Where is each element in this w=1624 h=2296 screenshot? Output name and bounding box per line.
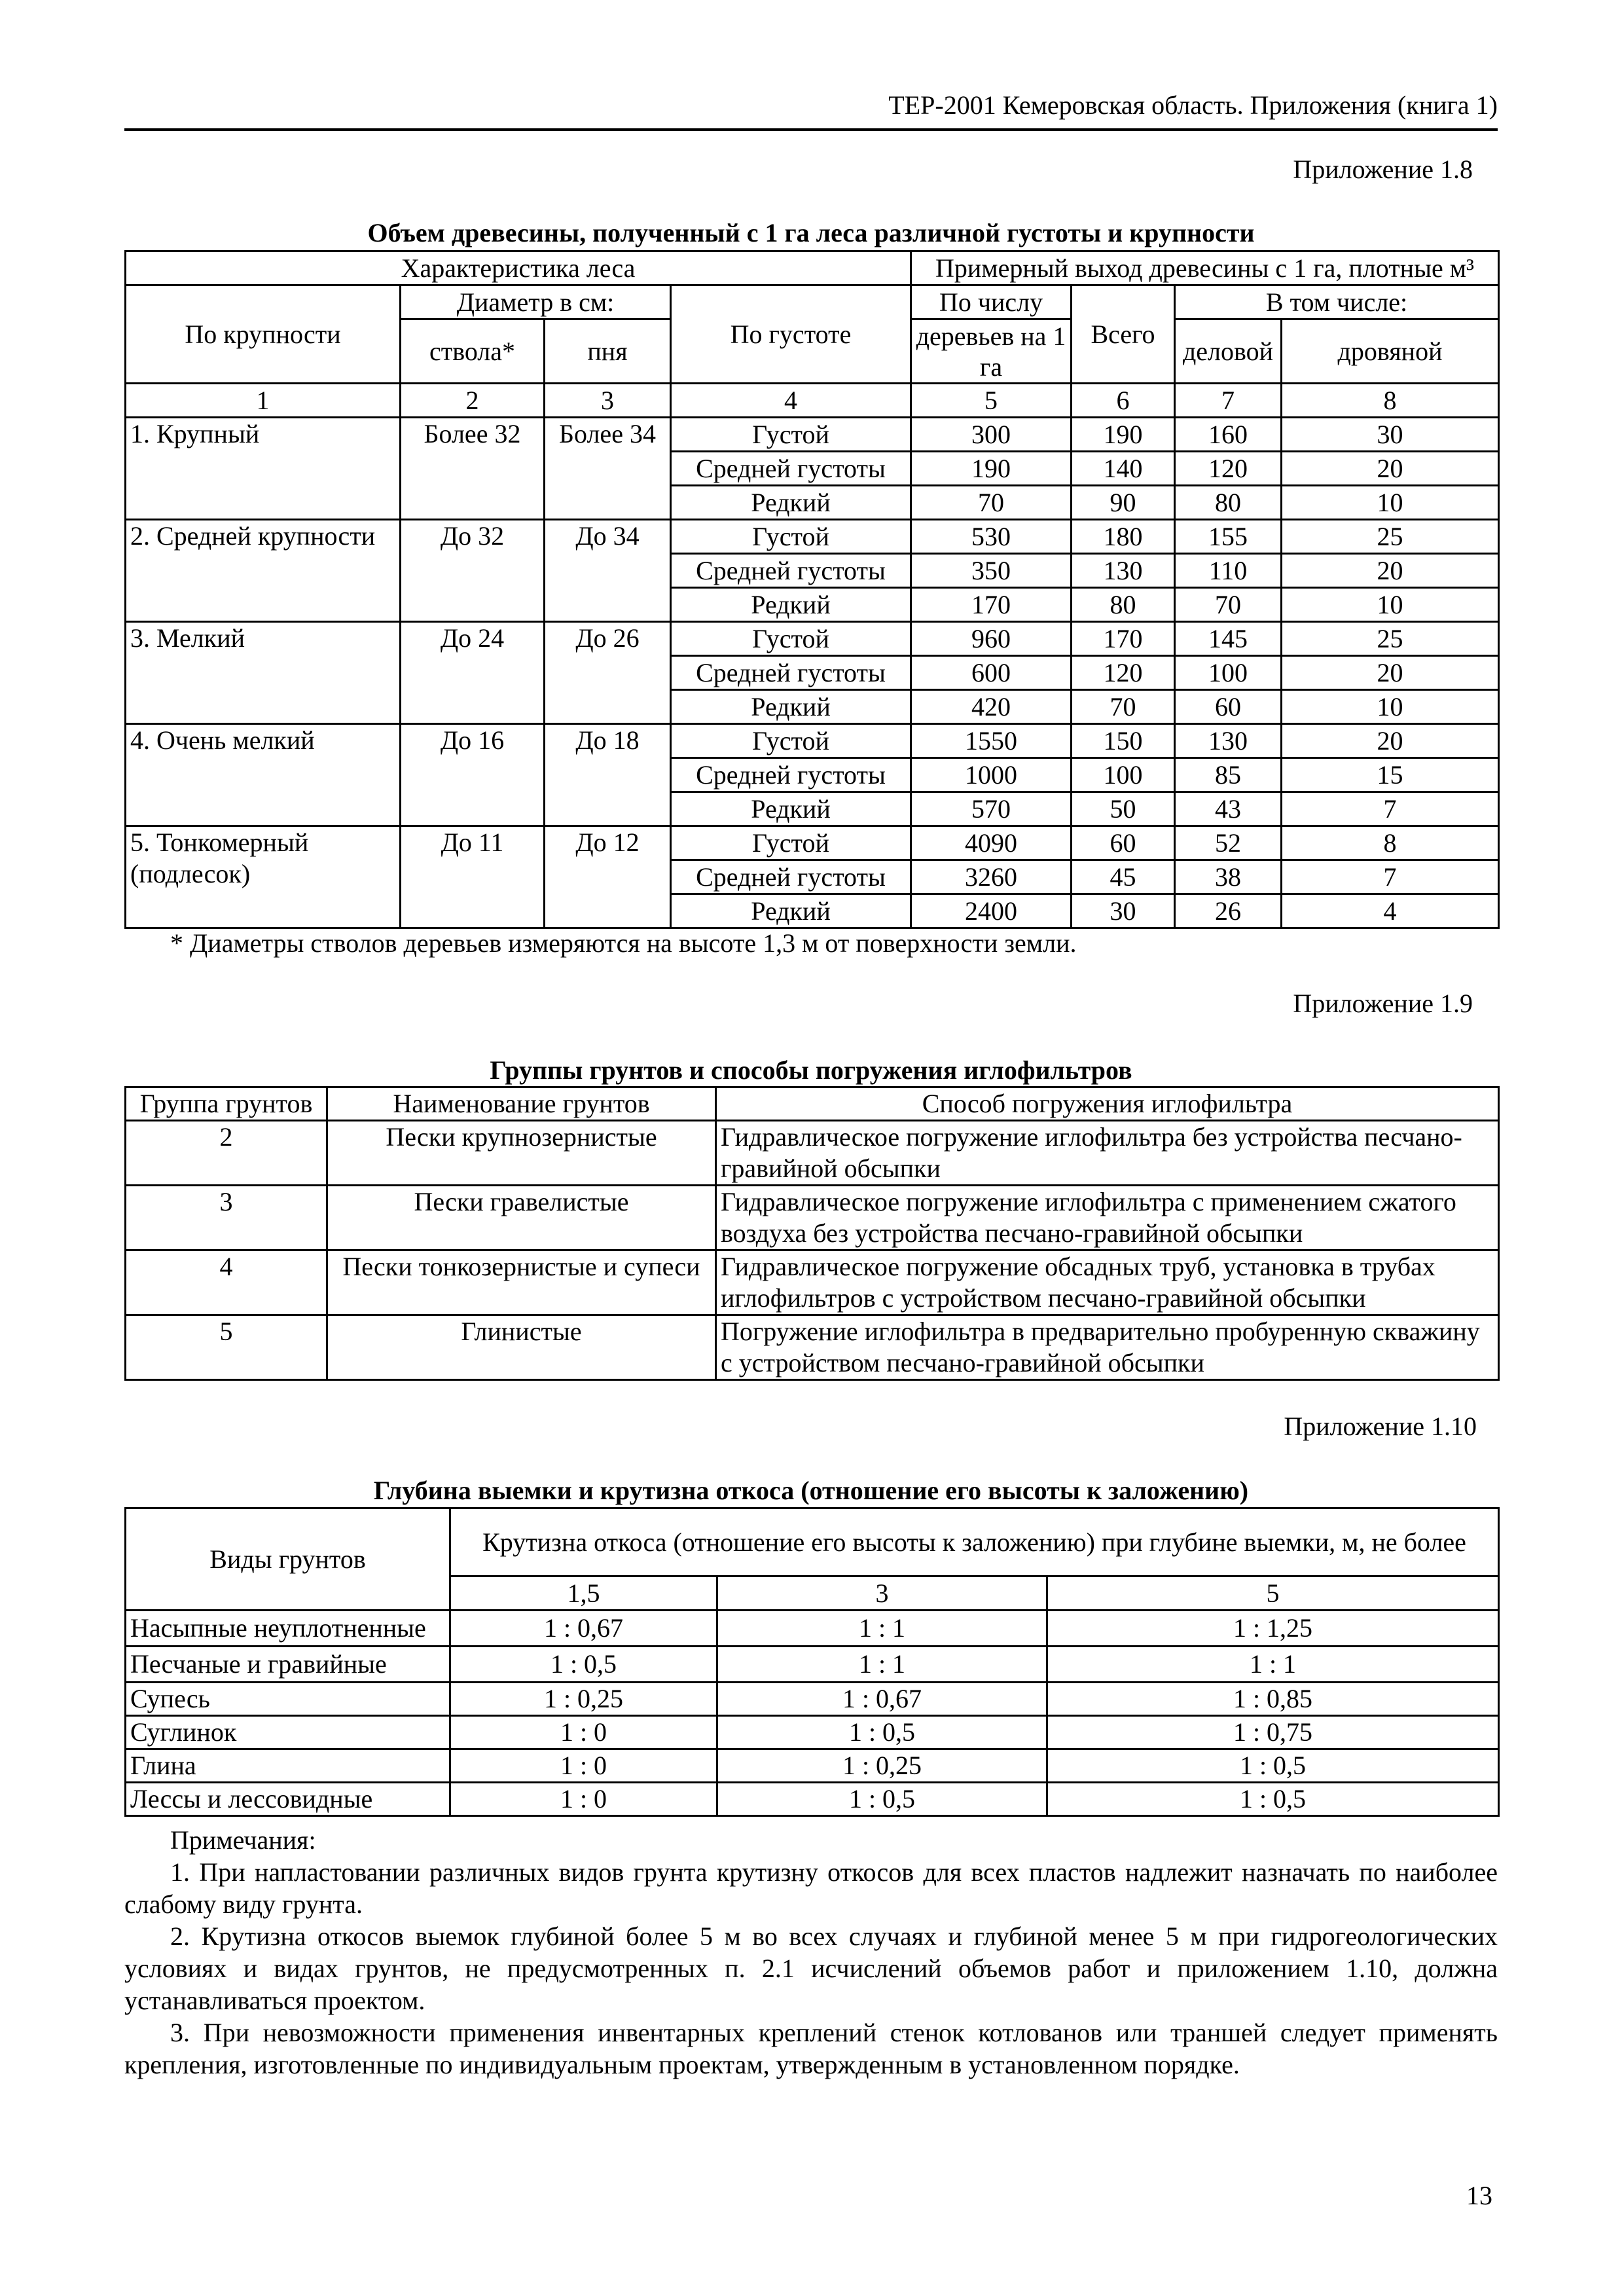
- tree-count: 300: [911, 418, 1072, 452]
- total-yield: 90: [1072, 486, 1175, 520]
- total-yield: 190: [1072, 418, 1175, 452]
- head-stump: пня: [545, 319, 671, 384]
- slope-3: 1 : 0,5: [717, 1783, 1047, 1816]
- col-num: 7: [1175, 384, 1282, 418]
- head-firewood: дровяной: [1282, 319, 1499, 384]
- appendix-1-9-label: Приложение 1.9: [1293, 989, 1473, 1018]
- stump-diameter: До 12: [545, 826, 671, 928]
- table-row: [126, 1611, 1499, 1647]
- slope-body: [126, 1611, 1499, 1816]
- size-class: 4. Очень мелкий: [126, 724, 401, 826]
- density: Густой: [671, 418, 911, 452]
- business-yield: 60: [1175, 690, 1282, 724]
- appendix-1-8-label: Приложение 1.8: [1293, 155, 1473, 184]
- table-row: [126, 724, 1499, 758]
- total-yield: 120: [1072, 656, 1175, 690]
- wood-volume-body: [126, 418, 1499, 928]
- stump-diameter: До 34: [545, 520, 671, 622]
- firewood-yield: 7: [1282, 792, 1499, 826]
- immersion-method: Погружение иглофильтра в предварительно пробуренную скважину с устройством песчано-гравийной обсыпки: [716, 1315, 1499, 1380]
- total-yield: 45: [1072, 860, 1175, 894]
- head-forest: Характеристика леса: [126, 251, 911, 285]
- slope-3: 1 : 0,5: [717, 1716, 1047, 1749]
- head-yield: Примерный выход древесины с 1 га, плотные м³: [911, 251, 1499, 285]
- total-yield: 150: [1072, 724, 1175, 758]
- head-soil-group: Группа грунтов: [126, 1087, 327, 1121]
- table-1-9-title: Группы грунтов и способы погружения иглофильтров: [490, 1055, 1132, 1085]
- col-num: 5: [911, 384, 1072, 418]
- soil-name: Глинистые: [327, 1315, 716, 1380]
- col-num: 4: [671, 384, 911, 418]
- business-yield: 100: [1175, 656, 1282, 690]
- density: Редкий: [671, 690, 911, 724]
- firewood-yield: 20: [1282, 452, 1499, 486]
- head-method: Способ погружения иглофильтра: [716, 1087, 1499, 1121]
- tree-count: 3260: [911, 860, 1072, 894]
- business-yield: 80: [1175, 486, 1282, 520]
- density: Средней густоты: [671, 452, 911, 486]
- total-yield: 70: [1072, 690, 1175, 724]
- density: Средней густоты: [671, 758, 911, 792]
- table-row: [126, 1683, 1499, 1716]
- soil-name: Пески крупнозернистые: [327, 1121, 716, 1186]
- slope-1-5: 1 : 0,67: [450, 1611, 717, 1647]
- col-num: 2: [401, 384, 545, 418]
- table-1-8-title: Объем древесины, полученный с 1 га леса различной густоты и крупности: [367, 218, 1255, 247]
- total-yield: 50: [1072, 792, 1175, 826]
- head-soil-name: Наименование грунтов: [327, 1087, 716, 1121]
- table-row: [126, 1716, 1499, 1749]
- business-yield: 110: [1175, 554, 1282, 588]
- firewood-yield: 10: [1282, 690, 1499, 724]
- col-num: 8: [1282, 384, 1499, 418]
- total-yield: 170: [1072, 622, 1175, 656]
- head-trees-per-ha: деревьев на 1 га: [911, 319, 1072, 384]
- note-item: 2. Крутизна откосов выемок глубиной более 5 м во всех случаях и глубиной менее 5 м при гидрогеологических условиях и видах грунтов, не предусмотренных п. 2.1 исчислений объемов работ и приложением 1.10, должна устанавливаться проектом.: [124, 1922, 1498, 2015]
- size-class: 2. Средней крупности: [126, 520, 401, 622]
- stump-diameter: Более 34: [545, 418, 671, 520]
- business-yield: 52: [1175, 826, 1282, 860]
- notes-block: [124, 1824, 1498, 2081]
- table-row: [126, 1315, 1499, 1380]
- slope-5: 1 : 0,5: [1047, 1783, 1499, 1816]
- firewood-yield: 30: [1282, 418, 1499, 452]
- tree-count: 70: [911, 486, 1072, 520]
- tree-count: 600: [911, 656, 1072, 690]
- soil-group: 3: [126, 1186, 327, 1250]
- density: Густой: [671, 622, 911, 656]
- tree-count: 190: [911, 452, 1072, 486]
- soil-type: Песчаные и гравийные: [126, 1647, 450, 1683]
- tree-count: 420: [911, 690, 1072, 724]
- business-yield: 26: [1175, 894, 1282, 928]
- slope-1-5: 1 : 0: [450, 1783, 717, 1816]
- total-yield: 180: [1072, 520, 1175, 554]
- table-row: [126, 1749, 1499, 1783]
- firewood-yield: 10: [1282, 486, 1499, 520]
- head-including: В том числе:: [1175, 285, 1499, 319]
- slope-5: 1 : 0,5: [1047, 1749, 1499, 1783]
- density: Густой: [671, 520, 911, 554]
- business-yield: 38: [1175, 860, 1282, 894]
- head-by-size: По крупности: [126, 285, 401, 384]
- wellpoint-body: [126, 1121, 1499, 1380]
- tree-count: 350: [911, 554, 1072, 588]
- business-yield: 155: [1175, 520, 1282, 554]
- trunk-diameter: До 16: [401, 724, 545, 826]
- table-row: [126, 1121, 1499, 1186]
- soil-name: Пески гравелистые: [327, 1186, 716, 1250]
- firewood-yield: 25: [1282, 622, 1499, 656]
- slope-table: [124, 1507, 1500, 1817]
- slope-5: 1 : 1,25: [1047, 1611, 1499, 1647]
- density: Средней густоты: [671, 554, 911, 588]
- slope-5: 1 : 0,85: [1047, 1683, 1499, 1716]
- table-row: [126, 1783, 1499, 1816]
- total-yield: 140: [1072, 452, 1175, 486]
- immersion-method: Гидравлическое погружение иглофильтра с применением сжатого воздуха без устройства песчано-гравийной обсыпки: [716, 1186, 1499, 1250]
- page-number: 13: [1466, 2181, 1492, 2210]
- table-1-8-footnote: * Диаметры стволов деревьев измеряются на высоте 1,3 м от поверхности земли.: [170, 928, 1077, 958]
- head-steepness: Крутизна откоса (отношение его высоты к заложению) при глубине выемки, м, не более: [450, 1508, 1499, 1576]
- head-soil-type: Виды грунтов: [126, 1508, 450, 1611]
- firewood-yield: 25: [1282, 520, 1499, 554]
- slope-5: 1 : 1: [1047, 1647, 1499, 1683]
- business-yield: 145: [1175, 622, 1282, 656]
- density: Редкий: [671, 588, 911, 622]
- business-yield: 120: [1175, 452, 1282, 486]
- firewood-yield: 8: [1282, 826, 1499, 860]
- firewood-yield: 20: [1282, 656, 1499, 690]
- firewood-yield: 7: [1282, 860, 1499, 894]
- soil-type: Лессы и лессовидные: [126, 1783, 450, 1816]
- notes-title: Примечания:: [170, 1825, 316, 1855]
- soil-group: 4: [126, 1250, 327, 1315]
- slope-3: 1 : 0,67: [717, 1683, 1047, 1716]
- col-num: 1: [126, 384, 401, 418]
- size-class: 1. Крупный: [126, 418, 401, 520]
- head-total: Всего: [1072, 285, 1175, 384]
- total-yield: 30: [1072, 894, 1175, 928]
- table-row: [126, 1250, 1499, 1315]
- table-row: [126, 520, 1499, 554]
- tree-count: 1550: [911, 724, 1072, 758]
- tree-count: 960: [911, 622, 1072, 656]
- head-business: деловой: [1175, 319, 1282, 384]
- col-num: 3: [545, 384, 671, 418]
- soil-type: Глина: [126, 1749, 450, 1783]
- wood-volume-table: [124, 250, 1500, 929]
- head-depth-3: 5: [1047, 1576, 1499, 1611]
- tree-count: 530: [911, 520, 1072, 554]
- head-by-density: По густоте: [671, 285, 911, 384]
- head-depth-1: 1,5: [450, 1576, 717, 1611]
- header-rule: [124, 128, 1498, 131]
- firewood-yield: 20: [1282, 554, 1499, 588]
- soil-type: Насыпные неуплотненные: [126, 1611, 450, 1647]
- total-yield: 130: [1072, 554, 1175, 588]
- appendix-1-10-label: Приложение 1.10: [1284, 1412, 1477, 1441]
- note-item: 3. При невозможности применения инвентарных креплений стенок котлованов или траншей следует применять крепления, изготовленные по индивидуальным проектам, утвержденным в установленном порядке.: [124, 2018, 1498, 2079]
- table-row: [126, 826, 1499, 860]
- firewood-yield: 4: [1282, 894, 1499, 928]
- density: Густой: [671, 826, 911, 860]
- immersion-method: Гидравлическое погружение иглофильтра без устройства песчано-гравийной обсыпки: [716, 1121, 1499, 1186]
- table-row: [126, 418, 1499, 452]
- trunk-diameter: До 32: [401, 520, 545, 622]
- head-by-count: По числу: [911, 285, 1072, 319]
- tree-count: 2400: [911, 894, 1072, 928]
- firewood-yield: 15: [1282, 758, 1499, 792]
- tree-count: 570: [911, 792, 1072, 826]
- business-yield: 160: [1175, 418, 1282, 452]
- wellpoint-table: [124, 1086, 1500, 1381]
- density: Средней густоты: [671, 656, 911, 690]
- table-row: [126, 1186, 1499, 1250]
- slope-3: 1 : 1: [717, 1611, 1047, 1647]
- immersion-method: Гидравлическое погружение обсадных труб, установка в трубах иглофильтров с устройством песчано-гравийной обсыпки: [716, 1250, 1499, 1315]
- business-yield: 43: [1175, 792, 1282, 826]
- density: Густой: [671, 724, 911, 758]
- business-yield: 85: [1175, 758, 1282, 792]
- head-diameter: Диаметр в см:: [401, 285, 671, 319]
- trunk-diameter: До 24: [401, 622, 545, 724]
- head-depth-2: 3: [717, 1576, 1047, 1611]
- total-yield: 100: [1072, 758, 1175, 792]
- soil-name: Пески тонкозернистые и супеси: [327, 1250, 716, 1315]
- firewood-yield: 20: [1282, 724, 1499, 758]
- soil-type: Супесь: [126, 1683, 450, 1716]
- note-item: 1. При напластовании различных видов грунта крутизну откосов для всех пластов надлежит назначать по наиболее слабому виду грунта.: [124, 1857, 1498, 1919]
- soil-group: 5: [126, 1315, 327, 1380]
- slope-5: 1 : 0,75: [1047, 1716, 1499, 1749]
- table-1-10-title: Глубина выемки и крутизна откоса (отношение его высоты к заложению): [373, 1476, 1249, 1505]
- density: Редкий: [671, 894, 911, 928]
- head-trunk: ствола*: [401, 319, 545, 384]
- stump-diameter: До 18: [545, 724, 671, 826]
- table-row: [126, 1647, 1499, 1683]
- tree-count: 1000: [911, 758, 1072, 792]
- slope-1-5: 1 : 0,25: [450, 1683, 717, 1716]
- firewood-yield: 10: [1282, 588, 1499, 622]
- size-class: 3. Мелкий: [126, 622, 401, 724]
- slope-1-5: 1 : 0: [450, 1749, 717, 1783]
- running-header: ТЕР-2001 Кемеровская область. Приложения (книга 1): [888, 90, 1498, 120]
- table-row: [126, 622, 1499, 656]
- trunk-diameter: До 11: [401, 826, 545, 928]
- size-class: 5. Тонкомерный (подлесок): [126, 826, 401, 928]
- col-num: 6: [1072, 384, 1175, 418]
- soil-type: Суглинок: [126, 1716, 450, 1749]
- soil-group: 2: [126, 1121, 327, 1186]
- business-yield: 130: [1175, 724, 1282, 758]
- tree-count: 170: [911, 588, 1072, 622]
- business-yield: 70: [1175, 588, 1282, 622]
- tree-count: 4090: [911, 826, 1072, 860]
- slope-3: 1 : 0,25: [717, 1749, 1047, 1783]
- density: Редкий: [671, 792, 911, 826]
- density: Средней густоты: [671, 860, 911, 894]
- slope-1-5: 1 : 0,5: [450, 1647, 717, 1683]
- density: Редкий: [671, 486, 911, 520]
- slope-3: 1 : 1: [717, 1647, 1047, 1683]
- total-yield: 60: [1072, 826, 1175, 860]
- total-yield: 80: [1072, 588, 1175, 622]
- trunk-diameter: Более 32: [401, 418, 545, 520]
- slope-1-5: 1 : 0: [450, 1716, 717, 1749]
- stump-diameter: До 26: [545, 622, 671, 724]
